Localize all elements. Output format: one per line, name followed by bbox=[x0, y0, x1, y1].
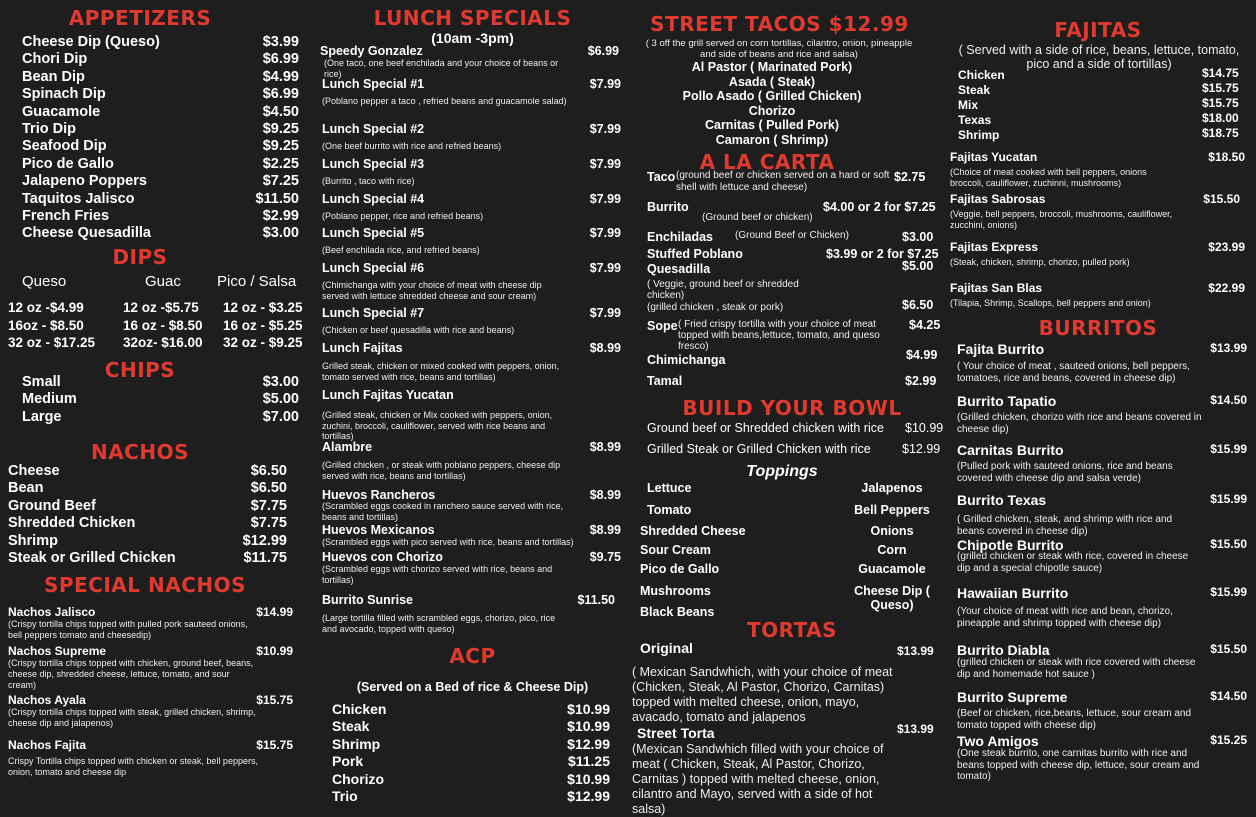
carta-item-price: $2.99 bbox=[905, 374, 937, 388]
item-name: Lunch Fajitas Yucatan bbox=[322, 388, 454, 402]
nachos-item bbox=[8, 498, 287, 517]
item-price: $10.99 bbox=[567, 770, 610, 787]
item-desc: (Burrito , taco with rice) bbox=[322, 176, 415, 186]
topping-item: Lettuce bbox=[647, 481, 692, 495]
topping-item: Shredded Cheese bbox=[640, 524, 746, 538]
fajita-basic-name: Steak bbox=[958, 83, 991, 97]
item-name: Pork bbox=[332, 753, 364, 770]
dips-cell: 16oz - $8.50 bbox=[8, 317, 84, 333]
appetizer-item bbox=[22, 225, 299, 244]
item-desc: (Large tortilla filled with scrambled eggs, chorizo, pico, rice and avocado, topped with queso) bbox=[322, 613, 556, 634]
column-4 bbox=[948, 0, 1248, 816]
item-price: $2.99 bbox=[262, 208, 299, 224]
item-price: $15.99 bbox=[1210, 442, 1247, 456]
nachos-item bbox=[8, 480, 287, 499]
item-price: $7.99 bbox=[589, 157, 621, 171]
fajitas-title: FAJITAS bbox=[1054, 18, 1142, 42]
lunch-item bbox=[322, 593, 621, 610]
item-price: $15.50 bbox=[1210, 537, 1247, 551]
item-name: Spinach Dip bbox=[22, 86, 106, 103]
item-price: $6.50 bbox=[250, 480, 287, 497]
carta-item-name: Enchiladas bbox=[647, 230, 713, 244]
dips-cell: 12 oz -$5.75 bbox=[123, 300, 199, 315]
item-name: Huevos con Chorizo bbox=[322, 550, 443, 564]
bowl-item-name: Ground beef or Shredded chicken with rice bbox=[647, 421, 884, 435]
tacos-title: STREET TACOS $12.99 bbox=[650, 12, 909, 36]
item-name: Chori Dip bbox=[22, 51, 88, 68]
item-desc: (Scrambled eggs cooked in ranchero sauce served with rice, beans and tortillas) bbox=[322, 501, 564, 522]
item-desc: (Grilled chicken , or steak with poblano peppers, cheese dip served with rice, beans and tortillas) bbox=[322, 460, 561, 481]
item-name: Nachos Fajita bbox=[8, 738, 87, 752]
item-desc: ( Grilled chicken, steak, and shrimp with rice and beans covered in cheese dip) bbox=[957, 514, 1173, 537]
carta-item-price: $5.00 bbox=[902, 259, 934, 273]
item-name: Chipotle Burrito bbox=[957, 537, 1064, 553]
chips-item bbox=[22, 391, 299, 410]
topping-item: Corn bbox=[877, 543, 907, 557]
fajita-basic-name: Chicken bbox=[958, 68, 1005, 82]
dips-cell: 16 oz - $5.25 bbox=[223, 317, 303, 333]
lunch-subtitle: (10am -3pm) bbox=[431, 30, 514, 46]
item-desc: (Mexican Sandwhich filled with your choice of meat ( Chicken, Steak, Al Pastor, Chorizo, Carnitas ) topped with melted cheese, onion, cilantro and Mayo, served with a side of hot salsa) bbox=[632, 742, 884, 816]
topping-item: Bell Peppers bbox=[854, 503, 930, 517]
appetizer-item bbox=[22, 156, 299, 175]
item-name: Chicken bbox=[332, 701, 387, 717]
item-desc: (One taco, one beef enchilada and your choice of beans or rice) bbox=[324, 58, 559, 79]
item-price: $12.99 bbox=[567, 735, 610, 752]
item-price: $15.75 bbox=[256, 738, 293, 752]
item-desc: (Crispy tortilla chips topped with chicken, ground beef, beans, cheese dip, shredded cheese, lettuce, tomato, and sour cream) bbox=[8, 658, 254, 690]
fajita-basic-price: $14.75 bbox=[1202, 66, 1239, 80]
item-name: Trio bbox=[332, 788, 358, 804]
item-desc: (grilled chicken or steak with rice, covered in cheese dip and a special chipotle sauce) bbox=[957, 551, 1189, 574]
item-desc: (One beef burrito with rice and refried beans) bbox=[322, 141, 502, 151]
item-desc: (grilled chicken , steak or pork) bbox=[647, 302, 784, 313]
item-price: $12.99 bbox=[567, 788, 610, 804]
item-price: $2.25 bbox=[262, 155, 299, 172]
dips-header: Pico / Salsa bbox=[217, 273, 297, 290]
lunch-item bbox=[322, 77, 621, 94]
item-name: Small bbox=[22, 374, 61, 390]
burrito-item bbox=[957, 492, 1247, 510]
item-name: Lunch Special #2 bbox=[322, 122, 425, 136]
item-desc: (Grilled steak, chicken or Mix cooked with peppers, onion, zuchini, broccoli, cauliflower, served with rice beans and tortillas) bbox=[322, 410, 553, 441]
torta-price: $13.99 bbox=[897, 722, 934, 736]
nachos-title: NACHOS bbox=[90, 440, 190, 464]
burrito-item bbox=[957, 393, 1247, 411]
lunch-item bbox=[322, 157, 621, 174]
fajita-basic-price: $18.75 bbox=[1202, 126, 1239, 140]
nachos-item bbox=[8, 463, 287, 482]
dips-cell: 12 oz -$4.99 bbox=[8, 300, 84, 315]
fajita-basic-name: Mix bbox=[958, 98, 979, 112]
burritos-title: BURRITOS bbox=[1038, 316, 1158, 340]
carta-item-name: Burrito bbox=[647, 200, 689, 214]
item-price: $7.00 bbox=[262, 408, 299, 425]
chips-item bbox=[22, 374, 299, 393]
dips-cell: 12 oz - $3.25 bbox=[223, 300, 303, 315]
item-desc: (Crispy tortilla chips topped with steak, grilled chicken, shrimp, cheese dip and jalapenos) bbox=[8, 707, 256, 728]
item-desc: (Chicken or beef quesadilla with rice and beans) bbox=[322, 325, 515, 335]
tortas-title: TORTAS bbox=[746, 618, 838, 642]
burrito-item bbox=[957, 442, 1247, 460]
acp-item bbox=[332, 771, 610, 789]
appetizer-item bbox=[22, 191, 299, 210]
dips-cell: 32 oz - $17.25 bbox=[8, 335, 96, 350]
fajita-basic-name: Shrimp bbox=[958, 128, 1000, 142]
carta-item-price: $6.50 bbox=[902, 298, 934, 312]
bowl-item-price: $12.99 bbox=[902, 442, 941, 456]
torta-name: Street Torta bbox=[637, 725, 715, 741]
carta-item-name: Tamal bbox=[647, 374, 683, 388]
carta-item-name: Taco bbox=[647, 170, 676, 184]
item-desc: (One steak burrito, one carnitas burrito with rice and beans topped with cheese dip, lettuce, sour cream and tomato) bbox=[957, 748, 1200, 782]
item-price: $3.00 bbox=[262, 225, 299, 242]
acp-subtitle: (Served on a Bed of rice & Cheese Dip) bbox=[356, 680, 589, 694]
carta-item-name: Stuffed Poblano bbox=[647, 247, 743, 261]
item-price: $4.99 bbox=[262, 68, 299, 85]
item-name: Burrito Texas bbox=[957, 492, 1047, 508]
item-desc: (Ground Beef or Chicken) bbox=[735, 230, 849, 241]
appetizers-title: APPETIZERS bbox=[68, 6, 212, 30]
item-desc: (ground beef or chicken served on a hard or soft shell with lettuce and cheese) bbox=[676, 170, 890, 193]
lunch-item bbox=[322, 440, 621, 457]
item-name: Large bbox=[22, 408, 62, 425]
item-name: Trio Dip bbox=[22, 121, 76, 137]
item-desc: (Beef enchilada rice, and refried beans) bbox=[322, 245, 480, 255]
nachos-item bbox=[8, 533, 287, 552]
item-name: Burrito Supreme bbox=[957, 689, 1068, 705]
burrito-item bbox=[957, 585, 1247, 603]
carta-item-price: $3.00 bbox=[902, 230, 934, 244]
carta-item-name: Sope bbox=[647, 319, 678, 333]
item-name: Pico de Gallo bbox=[22, 155, 114, 172]
item-price: $8.99 bbox=[589, 488, 621, 502]
item-name: Cheese Dip (Queso) bbox=[22, 34, 160, 50]
dips-header: Guac bbox=[145, 273, 181, 290]
item-name: Bean bbox=[8, 480, 44, 497]
lunch-title: LUNCH SPECIALS bbox=[373, 6, 572, 30]
item-name: Carnitas Burrito bbox=[957, 442, 1064, 458]
item-name: Burrito Sunrise bbox=[322, 593, 413, 607]
taco-item: Al Pastor ( Marinated Pork) bbox=[691, 60, 853, 74]
dips-cell: 32oz- $16.00 bbox=[123, 335, 203, 350]
taco-item: Carnitas ( Pulled Pork) bbox=[704, 118, 840, 133]
topping-item: Pico de Gallo bbox=[640, 562, 720, 576]
item-desc: (Grilled chicken, chorizo with rice and beans covered in cheese dip) bbox=[957, 412, 1202, 435]
special-nachos-item bbox=[8, 738, 293, 754]
topping-item: Guacamole bbox=[858, 562, 926, 576]
fajita-item bbox=[950, 150, 1245, 166]
item-price: $7.25 bbox=[262, 173, 299, 190]
item-name: Fajitas Express bbox=[950, 240, 1039, 254]
item-price: $7.99 bbox=[589, 261, 621, 275]
item-name: Bean Dip bbox=[22, 68, 85, 85]
item-name: Fajitas Sabrosas bbox=[950, 192, 1046, 206]
item-price: $11.75 bbox=[243, 550, 287, 566]
lunch-item bbox=[322, 388, 621, 405]
bowl-item-name: Grilled Steak or Grilled Chicken with rice bbox=[647, 442, 871, 456]
taco-item: Camaron ( Shrimp) bbox=[715, 133, 829, 147]
item-price: $6.50 bbox=[250, 463, 287, 479]
dips-title: DIPS bbox=[112, 245, 168, 269]
item-name: Nachos Jalisco bbox=[8, 605, 96, 619]
item-price: $7.75 bbox=[250, 497, 287, 514]
item-name: Lunch Special #3 bbox=[322, 157, 425, 171]
acp-item bbox=[332, 736, 610, 754]
item-price: $15.50 bbox=[1210, 642, 1247, 656]
appetizer-item bbox=[22, 86, 299, 105]
fajita-item bbox=[950, 281, 1245, 297]
item-price: $9.75 bbox=[589, 550, 621, 564]
item-name: Ground Beef bbox=[8, 497, 96, 514]
item-price: $15.50 bbox=[1203, 192, 1240, 206]
item-name: French Fries bbox=[22, 208, 110, 224]
item-desc: Crispy Tortilla chips topped with chicken or steak, bell peppers, onion, tomato and cheese dip bbox=[8, 756, 258, 777]
lunch-item bbox=[322, 192, 621, 209]
item-price: $9.25 bbox=[262, 121, 299, 137]
item-desc: ( Your choice of meat , sauteed onions, bell peppers, tomatoes, rice and beans, covered in cheese dip) bbox=[957, 361, 1190, 384]
chips-item bbox=[22, 409, 299, 428]
nachos-item bbox=[8, 515, 287, 534]
appetizer-item bbox=[22, 104, 299, 123]
item-price: $15.25 bbox=[1210, 733, 1247, 747]
topping-item: Cheese Dip ( Queso) bbox=[854, 584, 930, 612]
item-name: Fajitas Yucatan bbox=[950, 150, 1038, 164]
item-price: $10.99 bbox=[567, 718, 610, 735]
item-name: Huevos Mexicanos bbox=[322, 523, 435, 537]
item-price: $7.99 bbox=[589, 306, 621, 320]
appetizer-item bbox=[22, 51, 299, 70]
item-name: Lunch Special #7 bbox=[322, 306, 425, 320]
item-name: Huevos Rancheros bbox=[322, 488, 436, 502]
appetizer-item bbox=[22, 208, 299, 227]
item-price: $9.25 bbox=[262, 138, 299, 155]
item-price: $7.99 bbox=[589, 77, 621, 91]
column-2 bbox=[320, 0, 625, 816]
item-name: Taquitos Jalisco bbox=[22, 190, 135, 207]
item-desc: (Veggie, bell peppers, broccoli, mushrooms, cauliflower, zucchini, onions) bbox=[950, 209, 1173, 230]
item-desc: (Poblano pepper a taco , refried beans and guacamole salad) bbox=[322, 96, 567, 106]
item-name: Lunch Special #5 bbox=[322, 226, 425, 240]
toppings-title: Toppings bbox=[746, 463, 818, 480]
dips-header: Queso bbox=[22, 273, 67, 290]
item-price: $14.99 bbox=[256, 605, 293, 619]
item-name: Fajita Burrito bbox=[957, 341, 1045, 357]
fajita-basic-price: $15.75 bbox=[1202, 81, 1239, 95]
chips-title: CHIPS bbox=[104, 358, 176, 382]
torta-name: Original bbox=[640, 640, 693, 656]
item-price: $10.99 bbox=[256, 644, 293, 658]
item-price: $8.99 bbox=[589, 341, 621, 355]
item-price: $10.99 bbox=[567, 701, 610, 717]
taco-item: Pollo Asado ( Grilled Chicken) bbox=[682, 89, 862, 104]
topping-item: Jalapenos bbox=[861, 481, 923, 495]
column-1 bbox=[0, 0, 310, 816]
item-price: $11.50 bbox=[577, 593, 615, 607]
bowl-title: BUILD YOUR BOWL bbox=[682, 396, 902, 420]
item-name: Jalapeno Poppers bbox=[22, 173, 147, 190]
acp-item bbox=[332, 701, 610, 719]
item-price: $11.25 bbox=[567, 753, 610, 770]
appetizer-item bbox=[22, 138, 299, 157]
acp-item bbox=[332, 753, 610, 771]
item-name: Lunch Special #4 bbox=[322, 192, 425, 206]
topping-item: Mushrooms bbox=[640, 584, 711, 598]
item-name: Chorizo bbox=[332, 770, 385, 787]
carta-item-price: $3.99 or 2 for $7.25 bbox=[826, 247, 939, 261]
appetizer-item bbox=[22, 34, 299, 53]
item-price: $7.99 bbox=[589, 192, 621, 206]
fajita-item bbox=[950, 192, 1240, 208]
item-name: Burrito Tapatio bbox=[957, 393, 1057, 409]
item-price: $14.50 bbox=[1210, 393, 1247, 407]
tacos-desc: ( 3 off the grill served on corn tortillas, cilantro, onion, pineapple and side of beans and rice and salsa) bbox=[645, 38, 913, 60]
carta-title: A LA CARTA bbox=[699, 150, 835, 174]
item-price: $3.00 bbox=[262, 374, 299, 390]
acp-item bbox=[332, 788, 610, 806]
item-price: $15.99 bbox=[1210, 492, 1247, 506]
special-nachos-title: SPECIAL NACHOS bbox=[43, 573, 247, 597]
lunch-item bbox=[322, 306, 621, 323]
item-price: $4.50 bbox=[262, 103, 299, 120]
carta-item-price: $2.75 bbox=[894, 170, 926, 184]
item-price: $11.50 bbox=[255, 190, 299, 207]
item-desc: ( Veggie, ground beef or shredded chicken) bbox=[647, 279, 799, 301]
item-name: Seafood Dip bbox=[22, 138, 107, 155]
item-desc: (Crispy tortilla chips topped with pulled pork sauteed onions, bell peppers tomato and cheesedip) bbox=[8, 619, 248, 640]
dips-cell: 16 oz - $8.50 bbox=[123, 317, 203, 333]
carta-item-name: Chimichanga bbox=[647, 353, 726, 367]
bowl-item-price: $10.99 bbox=[905, 421, 944, 435]
item-name: Shredded Chicken bbox=[8, 515, 136, 532]
item-name: Lunch Special #1 bbox=[322, 77, 425, 91]
item-desc: (Beef or chicken, rice,beans, lettuce, sour cream and tomato topped with cheese dip) bbox=[957, 708, 1192, 731]
appetizer-item bbox=[22, 173, 299, 192]
item-price: $14.50 bbox=[1210, 689, 1247, 703]
item-name: Two Amigos bbox=[957, 733, 1039, 749]
item-price: $7.99 bbox=[589, 122, 621, 136]
item-name: Nachos Supreme bbox=[8, 644, 107, 658]
item-name: Guacamole bbox=[22, 103, 101, 120]
item-name: Burrito Diabla bbox=[957, 642, 1050, 658]
item-name: Alambre bbox=[322, 440, 373, 454]
item-price: $15.75 bbox=[256, 693, 293, 707]
fajita-basic-name: Texas bbox=[958, 113, 992, 127]
topping-item: Onions bbox=[870, 524, 914, 538]
item-name: Hawaiian Burrito bbox=[957, 585, 1069, 601]
item-price: $23.99 bbox=[1208, 240, 1245, 254]
item-name: Shrimp bbox=[8, 532, 58, 549]
item-price: $22.99 bbox=[1208, 281, 1245, 295]
appetizer-item bbox=[22, 69, 299, 88]
item-desc: ( Fried crispy tortilla with your choice of meat topped with beans,lettuce, tomato, and queso fresco) bbox=[678, 319, 880, 352]
item-desc: (Pulled pork with sauteed onions, rice and beans covered with cheese dip and salsa verde) bbox=[957, 461, 1173, 484]
item-name: Fajitas San Blas bbox=[950, 281, 1043, 295]
item-name: Cheese Quesadilla bbox=[22, 225, 151, 242]
item-price: $6.99 bbox=[262, 51, 299, 68]
item-price: $18.50 bbox=[1208, 150, 1245, 164]
item-name: Steak or Grilled Chicken bbox=[8, 550, 176, 566]
fajita-basic-price: $15.75 bbox=[1202, 96, 1239, 110]
item-desc: (Your choice of meat with rice and bean, chorizo, pineapple and shrimp topped with cheese dip) bbox=[957, 606, 1173, 629]
item-name: Steak bbox=[332, 718, 370, 735]
lunch-item bbox=[322, 122, 621, 139]
item-price: $5.00 bbox=[262, 391, 299, 408]
acp-title: ACP bbox=[449, 644, 496, 668]
burrito-item bbox=[957, 341, 1247, 359]
torta-price: $13.99 bbox=[897, 644, 934, 658]
item-price: $6.99 bbox=[262, 86, 299, 103]
item-desc: (Choice of meat cooked with bell peppers, onions broccoli, cauliflower, zuchinni, mushrooms) bbox=[950, 167, 1147, 188]
carta-item-price: $4.25 bbox=[909, 318, 941, 332]
fajita-basic-price: $18.00 bbox=[1202, 111, 1239, 125]
topping-item: Tomato bbox=[647, 503, 692, 517]
item-desc: (Chimichanga with your choice of meat with cheese dip served with lettuce shredded cheese and sour cream) bbox=[322, 280, 542, 301]
item-price: $7.75 bbox=[250, 515, 287, 532]
item-name: Nachos Ayala bbox=[8, 693, 86, 707]
fajitas-desc: ( Served with a side of rice, beans, lettuce, tomato, pico and a side of tortillas) bbox=[958, 43, 1240, 71]
topping-item: Black Beans bbox=[640, 605, 715, 619]
item-desc: (Scrambled eggs with pico served with rice, beans and tortillas) bbox=[322, 537, 574, 547]
item-name: Speedy Gonzalez bbox=[320, 44, 423, 58]
carta-item-price: $4.99 bbox=[906, 348, 938, 362]
nachos-item bbox=[8, 550, 287, 569]
item-name: Lunch Fajitas bbox=[322, 341, 403, 355]
item-price: $12.99 bbox=[242, 532, 287, 549]
lunch-item bbox=[322, 226, 621, 243]
appetizer-item bbox=[22, 121, 299, 140]
item-desc: ( Mexican Sandwhich, with your choice of meat (Chicken, Steak, Al Pastor, Chorizo, Carnitas) topped with melted cheese, onion, mayo, avacado, tomato and jalapenos bbox=[632, 665, 893, 724]
item-desc: (Tilapia, Shrimp, Scallops, bell peppers and onion) bbox=[950, 298, 1151, 308]
column-3 bbox=[632, 0, 942, 816]
item-price: $8.99 bbox=[589, 440, 621, 454]
item-desc: Grilled steak, chicken or mixed cooked with peppers, onion, tomato served with rice, beans and tortillas) bbox=[322, 361, 560, 382]
item-price: $15.99 bbox=[1210, 585, 1247, 599]
item-desc: (Steak, chicken, shrimp, chorizo, pulled pork) bbox=[950, 257, 1130, 267]
taco-item: Asada ( Steak) bbox=[728, 74, 816, 89]
item-desc: (Ground beef or chicken) bbox=[702, 212, 813, 223]
item-name: Cheese bbox=[8, 463, 60, 479]
item-price: $13.99 bbox=[1210, 341, 1247, 355]
item-name: Lunch Special #6 bbox=[322, 261, 425, 275]
item-name: Shrimp bbox=[332, 735, 381, 752]
lunch-item bbox=[322, 261, 621, 278]
item-desc: (Scrambled eggs with chorizo served with rice, beans and tortillas) bbox=[322, 564, 553, 585]
acp-item bbox=[332, 718, 610, 736]
item-desc: (grilled chicken or steak with rice covered with cheese dip and homemade hot sauce ) bbox=[957, 657, 1196, 680]
carta-item-price: $4.00 or 2 for $7.25 bbox=[823, 200, 936, 214]
item-name: Medium bbox=[22, 391, 77, 408]
dips-cell: 32 oz - $9.25 bbox=[223, 335, 303, 350]
carta-item-name: Quesadilla bbox=[647, 262, 711, 276]
burrito-item bbox=[957, 689, 1247, 707]
item-price: $8.99 bbox=[589, 523, 621, 537]
lunch-item bbox=[322, 341, 621, 358]
fajita-item bbox=[950, 240, 1245, 256]
item-desc: (Poblano pepper, rice and refried beans) bbox=[322, 211, 484, 221]
topping-item: Sour Cream bbox=[640, 543, 711, 557]
item-price: $7.99 bbox=[589, 226, 621, 240]
item-price: $3.99 bbox=[262, 34, 299, 50]
item-price: $6.99 bbox=[587, 44, 619, 58]
taco-item: Chorizo bbox=[748, 103, 796, 118]
